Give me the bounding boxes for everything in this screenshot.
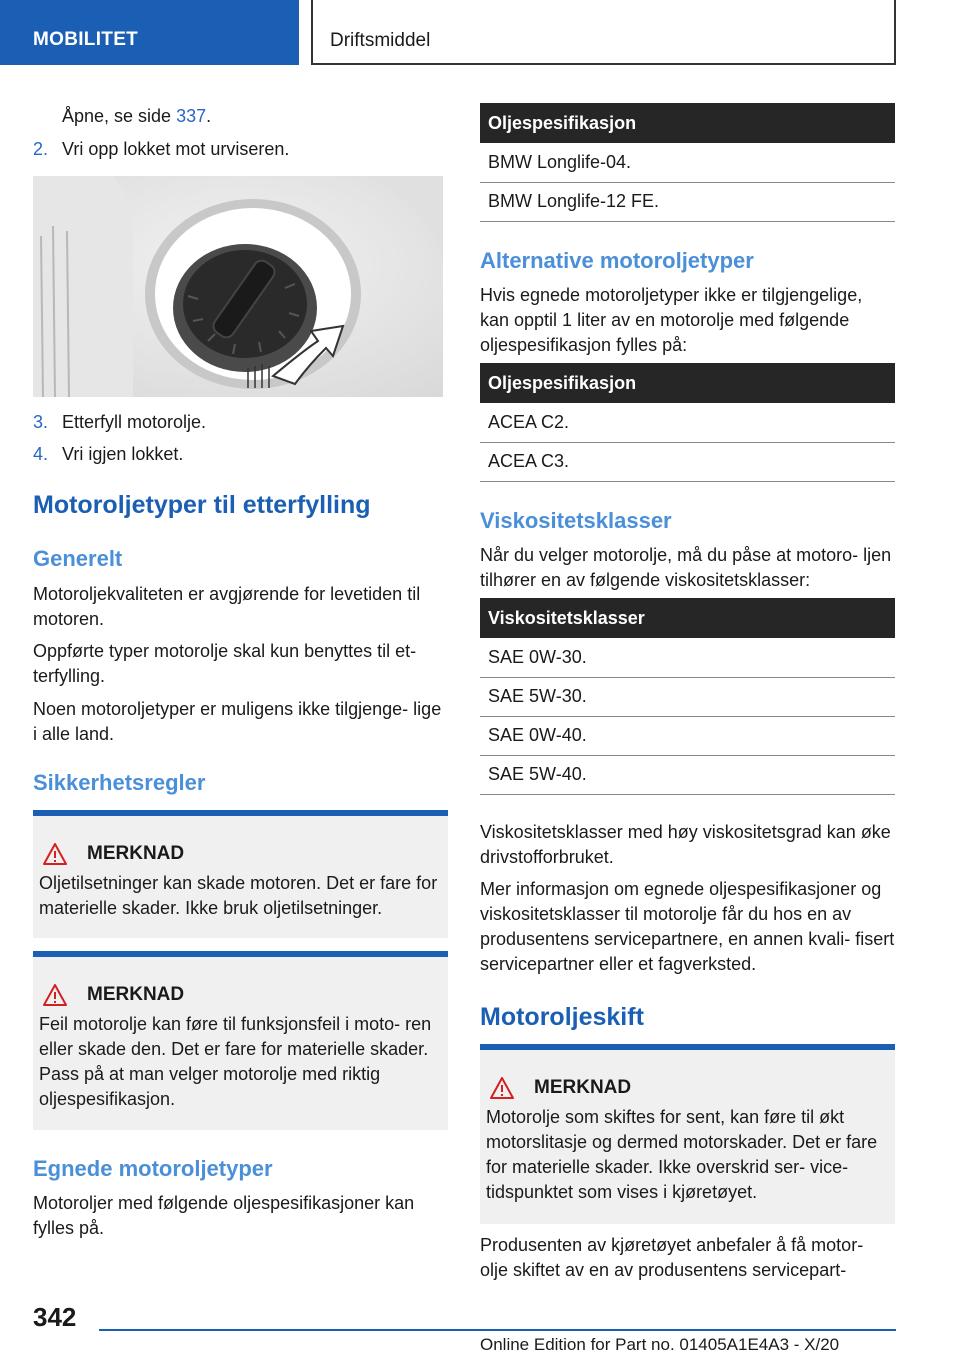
subsection-heading-sikkerhet: Sikkerhetsregler: [33, 770, 206, 795]
notice-text: Feil motorolje kan føre til funksjonsfeil i moto- ren eller skade den. Det er fare for materielle skader. Pass på at man velger motorolje med riktig oljespesifikasjon.: [39, 1014, 432, 1109]
step-number: 3.: [33, 412, 49, 432]
notice-header: [43, 983, 184, 1007]
step-text: Etterfyll motorolje.: [62, 412, 207, 432]
paragraph: Oppførte typer motorolje skal kun benyttes til et- terfylling.: [33, 641, 417, 686]
paragraph: Mer informasjon om egnede oljespesifikasjoner og viskositetsklasser til motorolje får du hos en av produsentens servicepartnere, en annen kvali- fisert servicepartner eller et fagverksted.: [480, 879, 895, 974]
table-header: Viskositetsklasser: [480, 598, 895, 638]
paragraph: Motoroljekvaliteten er avgjørende for levetiden til motoren.: [33, 584, 421, 629]
step-4: [33, 442, 448, 467]
table-cell: BMW Longlife-04.: [480, 143, 895, 182]
paragraph: Noen motoroljetyper er muligens ikke tilgjenge- lige i alle land.: [33, 699, 442, 744]
table-cell: SAE 5W-30.: [480, 677, 895, 716]
warning-triangle-icon: [43, 984, 67, 1006]
step-text: Vri igjen lokket.: [62, 444, 184, 464]
chapter-label: Driftsmiddel: [330, 30, 431, 51]
step-1-continuation: Åpne, se side 337.: [62, 106, 212, 126]
table-cell: SAE 0W-40.: [480, 716, 895, 755]
notice-box: [33, 810, 448, 938]
edition-label: Online Edition for Part no. 01405A1E4A3 - X/20: [480, 1335, 840, 1354]
warning-triangle-icon: [43, 843, 67, 865]
subsection-heading-generelt: Generelt: [33, 546, 123, 571]
table-header: Oljespesifikasjon: [480, 363, 895, 403]
subsection-heading-egnede: Egnede motoroljetyper: [33, 1156, 273, 1181]
step-text: Vri opp lokket mot urviseren.: [62, 139, 290, 159]
subsection-heading-alternative: Alternative motoroljetyper: [480, 248, 754, 273]
notice-text: Motorolje som skiftes for sent, kan føre til økt motorslitasje og dermed motorskader. Det er fare for materielle skader. Ikke overskrid ser- vice-tidspunktet som vises i kjøretøyet.: [486, 1107, 878, 1202]
paragraph: Når du velger motorolje, må du påse at motoro- ljen tilhører en av følgende viskositetsklasser:: [480, 545, 892, 590]
notice-title: MERKNAD: [87, 984, 185, 1005]
section-label: MOBILITET: [33, 29, 139, 50]
table-cell: ACEA C3.: [480, 442, 895, 481]
paragraph: Produsenten av kjøretøyet anbefaler å få motor- olje skiftet av en av produsentens servicepart-: [480, 1235, 864, 1280]
chapter-tab[interactable]: [311, 0, 896, 65]
page-number: 342: [33, 1302, 77, 1332]
notice-title: MERKNAD: [87, 843, 185, 864]
subsection-heading-viskositet: Viskositetsklasser: [480, 508, 672, 533]
step-number: 2.: [33, 139, 49, 159]
page-link[interactable]: 337: [176, 106, 207, 126]
step-2: [33, 137, 448, 162]
notice-box: [480, 1044, 895, 1224]
spec-table: [480, 363, 895, 482]
notice-text: Oljetilsetninger kan skade motoren. Det er fare for materielle skader. Ikke bruk oljetilsetninger.: [39, 873, 438, 918]
spec-table: [480, 103, 895, 222]
paragraph: Hvis egnede motoroljetyper ikke er tilgjengelige, kan opptil 1 liter av en motorolje med følgende oljespesifikasjon fylles på:: [480, 285, 863, 355]
paragraph: Motoroljer med følgende oljespesifikasjoner kan fylles på.: [33, 1193, 415, 1238]
footer-divider: [99, 1329, 896, 1331]
spec-table: [480, 598, 895, 795]
notice-title: MERKNAD: [534, 1077, 632, 1098]
notice-header: [43, 842, 184, 866]
table-cell: SAE 5W-40.: [480, 755, 895, 794]
warning-triangle-icon: [490, 1077, 514, 1099]
table-cell: SAE 0W-30.: [480, 638, 895, 677]
step-3: [33, 410, 448, 435]
section-heading: Motoroljeskift: [480, 1003, 644, 1031]
step-number: 4.: [33, 444, 49, 464]
table-cell: BMW Longlife-12 FE.: [480, 182, 895, 221]
notice-box: [33, 951, 448, 1130]
section-tab[interactable]: [0, 0, 299, 65]
section-heading: Motoroljetyper til etterfylling: [33, 491, 371, 519]
table-header: Oljespesifikasjon: [480, 103, 895, 143]
table-cell: ACEA C2.: [480, 403, 895, 442]
notice-header: [490, 1076, 631, 1100]
oil-cap-illustration: [33, 176, 443, 397]
paragraph: Viskositetsklasser med høy viskositetsgrad kan øke drivstofforbruket.: [480, 822, 891, 867]
